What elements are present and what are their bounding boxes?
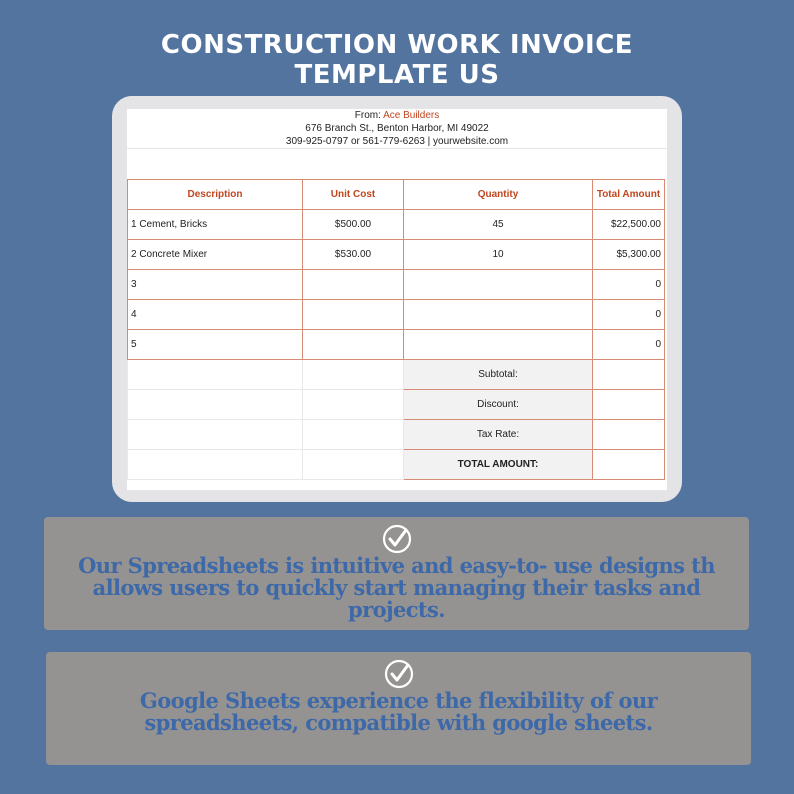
cell-total[interactable]: $5,300.00 — [593, 240, 665, 270]
feature-text: Our Spreadsheets is intuitive and easy-to- use designs th allows users to quickly start managing their tasks and projects. — [78, 553, 715, 622]
table-header-row — [128, 180, 665, 210]
cell-quantity[interactable] — [404, 330, 593, 360]
cell-quantity[interactable] — [404, 300, 593, 330]
blank-cell[interactable] — [303, 360, 404, 390]
subtotal-value[interactable] — [593, 360, 665, 390]
summary-row-subtotal — [128, 360, 665, 390]
cell-unit-cost[interactable] — [303, 300, 404, 330]
blank-cell[interactable] — [128, 420, 303, 450]
table-row — [128, 300, 665, 330]
col-description: Description — [128, 180, 303, 210]
feature-card-spreadsheets — [44, 517, 749, 630]
cell-total[interactable]: 0 — [593, 330, 665, 360]
cell-description[interactable]: 5 — [128, 330, 303, 360]
cell-description[interactable]: 4 — [128, 300, 303, 330]
blank-cell[interactable] — [128, 450, 303, 480]
col-total-amount: Total Amount — [593, 180, 665, 210]
tablet-frame — [112, 96, 682, 502]
gridline — [127, 148, 667, 149]
title-line-2: TEMPLATE US — [294, 60, 500, 90]
feature-text: Google Sheets experience the flexibility of our spreadsheets, compatible with google sheets. — [139, 688, 658, 735]
summary-row-tax — [128, 420, 665, 450]
feature-card-google-sheets — [46, 652, 751, 765]
cell-quantity[interactable] — [404, 270, 593, 300]
invoice-from — [127, 110, 667, 121]
blank-cell[interactable] — [128, 390, 303, 420]
company-name: Ace Builders — [383, 110, 440, 121]
spreadsheet-screen — [127, 108, 667, 490]
cell-unit-cost[interactable]: $530.00 — [303, 240, 404, 270]
invoice-table — [127, 179, 665, 480]
total-amount-label: TOTAL AMOUNT: — [404, 450, 593, 480]
blank-cell[interactable] — [303, 420, 404, 450]
cell-total[interactable]: $22,500.00 — [593, 210, 665, 240]
subtotal-label: Subtotal: — [404, 360, 593, 390]
check-icon — [383, 658, 415, 690]
check-icon — [381, 523, 413, 555]
cell-unit-cost[interactable] — [303, 270, 404, 300]
discount-label: Discount: — [404, 390, 593, 420]
table-row — [128, 330, 665, 360]
table-row — [128, 240, 665, 270]
discount-value[interactable] — [593, 390, 665, 420]
table-row — [128, 210, 665, 240]
gridline — [127, 108, 667, 109]
tax-rate-label: Tax Rate: — [404, 420, 593, 450]
col-unit-cost: Unit Cost — [303, 180, 404, 210]
cell-description[interactable]: 1 Cement, Bricks — [128, 210, 303, 240]
blank-cell[interactable] — [128, 360, 303, 390]
cell-quantity[interactable]: 45 — [404, 210, 593, 240]
company-address: 676 Branch St., Benton Harbor, MI 49022 — [305, 123, 489, 134]
from-label: From: — [354, 110, 381, 121]
summary-row-total — [128, 450, 665, 480]
cell-description[interactable]: 3 — [128, 270, 303, 300]
title-line-1: CONSTRUCTION WORK INVOICE — [160, 30, 634, 60]
page-title — [0, 30, 794, 90]
cell-total[interactable]: 0 — [593, 300, 665, 330]
blank-cell[interactable] — [303, 450, 404, 480]
cell-quantity[interactable]: 10 — [404, 240, 593, 270]
tax-rate-value[interactable] — [593, 420, 665, 450]
table-row — [128, 270, 665, 300]
company-contact: 309-925-0797 or 561-779-6263 | yourwebsite.com — [285, 136, 509, 147]
total-amount-value[interactable] — [593, 450, 665, 480]
cell-unit-cost[interactable] — [303, 330, 404, 360]
col-quantity: Quantity — [404, 180, 593, 210]
summary-row-discount — [128, 390, 665, 420]
cell-total[interactable]: 0 — [593, 270, 665, 300]
cell-description[interactable]: 2 Concrete Mixer — [128, 240, 303, 270]
cell-unit-cost[interactable]: $500.00 — [303, 210, 404, 240]
blank-cell[interactable] — [303, 390, 404, 420]
